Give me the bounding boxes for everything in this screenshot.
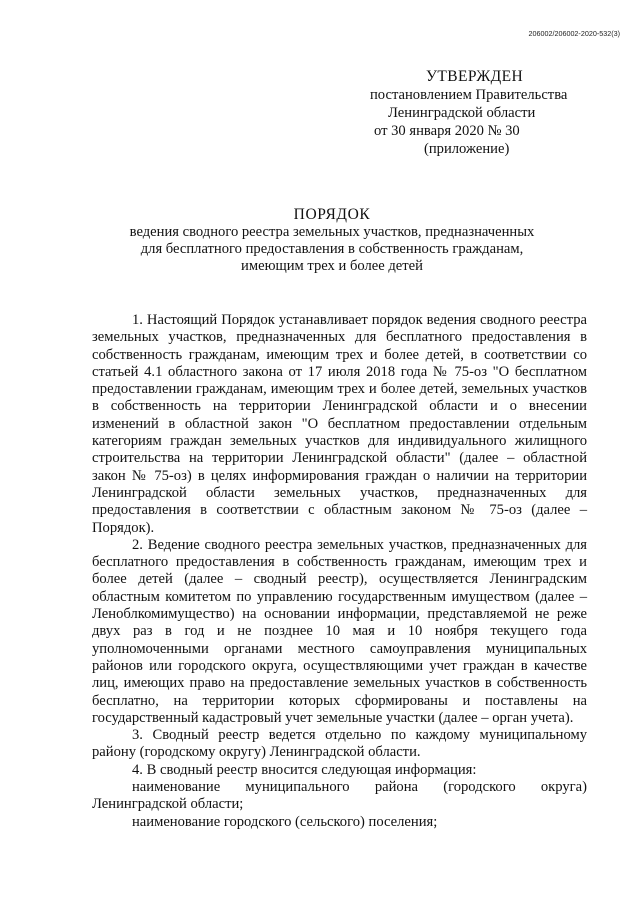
document-heading: ПОРЯДОК bbox=[293, 206, 371, 223]
paragraph-4: 4. В сводный реестр вносится следующая информация: bbox=[132, 761, 477, 778]
approval-block bbox=[370, 68, 610, 158]
document-id: 206002/206002-2020-532(3) bbox=[528, 29, 620, 38]
approval-stamp: УТВЕРЖДЕН bbox=[426, 68, 524, 85]
paragraph-3: 3. Сводный реестр ведется отдельно по каждому муниципальному району (городскому округу) Ленинградской области. bbox=[92, 727, 587, 761]
paragraph-1: 1. Настоящий Порядок устанавливает порядок ведения сводного реестра земельных участков, предназначенных для бесплатного предоставления в собственность гражданам, имеющим трех и более детей, в соответствии со статьей 4.1 областного закона от 17 июля 2018 года № 75-оз "О бесплатном предоставлении гражданам, имеющим трех и более детей, земельных участков в собственность на территории Ленинградской области и о внесении изменений в областной закон "О бесплатном предоставлении отдельным категориям граждан земельных участков для индивидуального жилищного строительства на территории Ленинградской области" (далее – областной закон № 75-оз) в целях информирования граждан о наличии на территории Ленинградской области земельных участков, предназначенных для предоставления в соответствии с областным законом № 75-оз (далее – Порядок). bbox=[92, 312, 587, 536]
document-body bbox=[92, 312, 587, 831]
paragraph-4-item-1: наименование муниципального района (городского округа) Ленинградской области; bbox=[92, 779, 587, 813]
document-subtitle-line-2: для бесплатного предоставления в собственность гражданам, bbox=[140, 241, 524, 257]
paragraph-2: 2. Ведение сводного реестра земельных участков, предназначенных для бесплатного предоставления в собственность гражданам, имеющим трех и более детей (далее – сводный реестр), осуществляется Ленинградским областным комитетом по управлению государственным имуществом (далее – Леноблкомимущество) на основании информации, представляемой не реже двух раз в год и не позднее 10 мая и 10 ноября текущего года уполномоченными органами местного самоуправления муниципальных районов или городского округа, осуществляющими учет граждан в качестве лиц, имеющих право на предоставление земельных участков в собственность бесплатно, на территории которых сформированы и поставлены на государственный кадастровый учет земельные участки (далее – орган учета). bbox=[92, 536, 587, 726]
approval-line-annex: (приложение) bbox=[424, 141, 510, 157]
document-title-block bbox=[92, 206, 572, 275]
document-subtitle-line-1: ведения сводного реестра земельных участков, предназначенных bbox=[129, 224, 535, 240]
approval-line-date: от 30 января 2020 № 30 bbox=[374, 123, 520, 139]
approval-line-decree: постановлением Правительства bbox=[370, 87, 568, 103]
document-subtitle-line-3: имеющим трех и более детей bbox=[241, 258, 423, 274]
paragraph-4-item-2: наименование городского (сельского) поселения; bbox=[132, 813, 438, 830]
approval-line-region: Ленинградской области bbox=[388, 105, 536, 121]
